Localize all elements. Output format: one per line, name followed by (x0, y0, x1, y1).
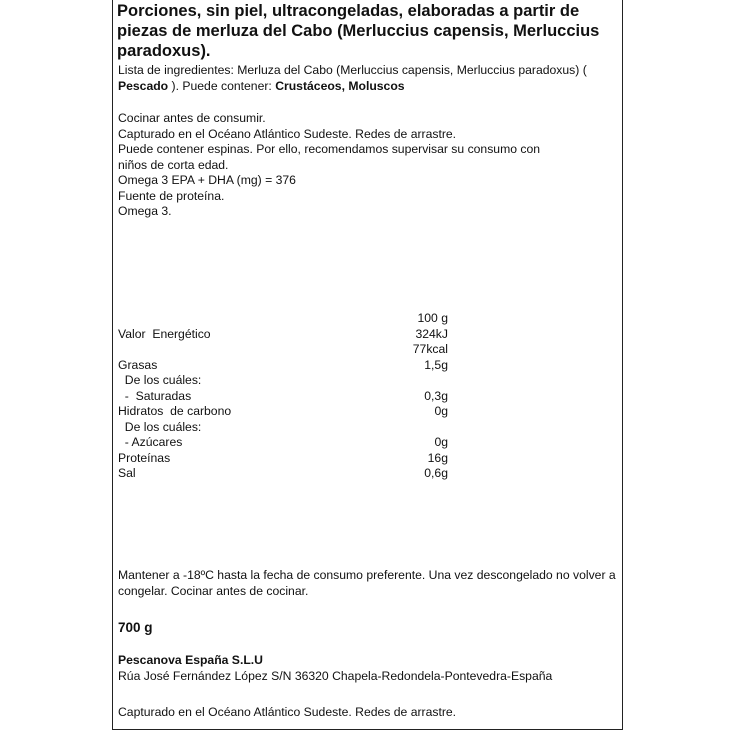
net-weight: 700 g (118, 620, 153, 635)
product-info (118, 111, 618, 220)
nutrient-value: 0g (434, 404, 448, 418)
nutrition-row (118, 404, 448, 420)
nutrition-energy-row (118, 327, 448, 343)
nutrient-value: 0,3g (424, 388, 448, 403)
nutrient-label: De los cuáles: (118, 419, 202, 434)
info-bones-warning-cont: niños de corta edad. (118, 157, 229, 172)
nutrition-row (118, 466, 448, 482)
nutrient-label: - Saturadas (118, 388, 192, 403)
nutrition-per-100g: 100 g (417, 311, 448, 325)
info-capture: Capturado en el Océano Atlántico Sudeste. Redes de arrastre. (118, 126, 457, 141)
nutrition-row (118, 435, 448, 451)
product-title: Porciones, sin piel, ultracongeladas, elaboradas a partir de piezas de merluza del Cabo (Merluccius capensis, Merluccius paradoxus). (117, 2, 600, 60)
nutrient-label: Hidratos de carbono (118, 404, 232, 418)
energy-kj: 324kJ (415, 326, 448, 341)
nutrient-label: Proteínas (118, 450, 171, 465)
may-contain-allergens: Crustáceos, Moluscos (275, 78, 405, 93)
nutrient-value: 0g (434, 435, 448, 449)
nutrient-value: 0,6g (424, 466, 448, 480)
ingredients-prefix: Lista de ingredientes: Merluza del Cabo (Merluccius capensis, Merluccius paradoxus) ( (118, 63, 587, 77)
nutrient-label: Sal (118, 466, 136, 480)
nutrition-energy-kcal-row (118, 342, 448, 358)
company-name: Pescanova España S.L.U (118, 653, 263, 667)
info-omega-value: Omega 3 EPA + DHA (mg) = 376 (118, 173, 296, 187)
capture-method: Capturado en el Océano Atlántico Sudeste. Redes de arrastre. (118, 705, 457, 719)
nutrient-label: Grasas (118, 357, 158, 372)
nutrition-row (118, 389, 448, 405)
info-omega-claim: Omega 3. (118, 204, 172, 218)
info-bones-warning: Puede contener espinas. Por ello, recomendamos supervisar su consumo con (118, 142, 541, 156)
nutrient-value: 1,5g (424, 357, 448, 372)
energy-kcal: 77kcal (412, 342, 448, 356)
nutrient-value: 16g (427, 450, 448, 465)
allergen-fish: Pescado (118, 78, 169, 93)
ingredients-list (118, 63, 618, 94)
nutrition-row (118, 373, 448, 389)
energy-label: Valor Energético (118, 326, 211, 341)
ingredients-middle: ). Puede contener: (168, 78, 276, 93)
nutrient-label: De los cuáles: (118, 373, 202, 387)
storage-instructions: Mantener a -18ºC hasta la fecha de consumo preferente. Una vez descongelado no volver a congelar. Cocinar antes de cocinar. (118, 568, 616, 598)
info-cooking: Cocinar antes de consumir. (118, 111, 266, 125)
company-address: Rúa José Fernández López S/N 36320 Chapela-Redondela-Pontevedra-España (118, 669, 553, 683)
nutrition-table (118, 311, 448, 482)
nutrient-label: - Azúcares (118, 435, 183, 449)
nutrition-row (118, 420, 448, 436)
nutrition-row (118, 358, 448, 374)
nutrition-row (118, 451, 448, 467)
info-protein-claim: Fuente de proteína. (118, 188, 225, 203)
nutrition-header-row (118, 311, 448, 327)
